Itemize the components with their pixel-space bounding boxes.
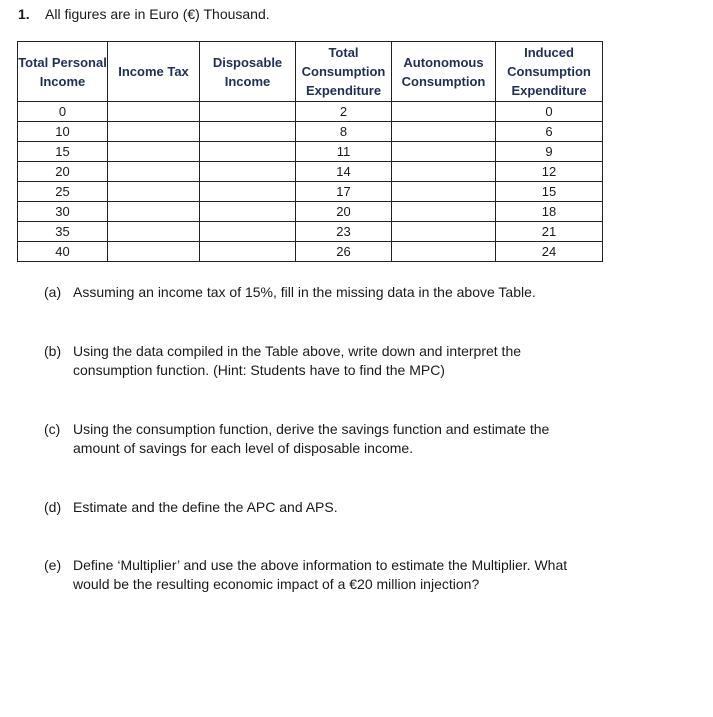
question-label: (e) bbox=[44, 557, 62, 573]
cell-income-tax bbox=[108, 242, 200, 262]
question-d bbox=[44, 498, 624, 517]
cell-total-personal-income: 10 bbox=[18, 122, 108, 142]
question-b bbox=[44, 342, 624, 380]
cell-induced-consumption: 0 bbox=[496, 102, 603, 122]
table-row bbox=[18, 122, 603, 142]
header-total-consumption: Total Consumption Expenditure bbox=[296, 42, 392, 102]
cell-autonomous-consumption bbox=[392, 222, 496, 242]
question-text: Assuming an income tax of 15%, fill in the missing data in the above Table. bbox=[73, 284, 536, 300]
question-text: Using the consumption function, derive the savings function and estimate the bbox=[73, 421, 550, 437]
cell-autonomous-consumption bbox=[392, 202, 496, 222]
cell-total-personal-income: 25 bbox=[18, 182, 108, 202]
question-text-cont: consumption function. (Hint: Students have to find the MPC) bbox=[73, 362, 445, 378]
header-autonomous-consumption: Autonomous Consumption bbox=[392, 42, 496, 102]
question-e bbox=[44, 556, 644, 594]
question-c bbox=[44, 420, 624, 458]
cell-induced-consumption: 21 bbox=[496, 222, 603, 242]
question-label: (c) bbox=[44, 421, 61, 437]
header-disposable-income: Disposable Income bbox=[200, 42, 296, 102]
table-header-row bbox=[18, 42, 603, 102]
table-row bbox=[18, 202, 603, 222]
cell-total-consumption: 2 bbox=[296, 102, 392, 122]
cell-autonomous-consumption bbox=[392, 242, 496, 262]
cell-induced-consumption: 9 bbox=[496, 142, 603, 162]
cell-induced-consumption: 18 bbox=[496, 202, 603, 222]
table-row bbox=[18, 102, 603, 122]
cell-total-personal-income: 35 bbox=[18, 222, 108, 242]
question-text: Estimate and the define the APC and APS. bbox=[73, 499, 338, 515]
table-row bbox=[18, 242, 603, 262]
question-text-cont: would be the resulting economic impact of a €20 million injection? bbox=[73, 576, 480, 592]
exercise-heading bbox=[18, 5, 270, 23]
income-consumption-table bbox=[17, 41, 603, 262]
header-total-personal-income: Total Personal Income bbox=[18, 42, 108, 102]
cell-autonomous-consumption bbox=[392, 182, 496, 202]
cell-income-tax bbox=[108, 122, 200, 142]
question-text: Using the data compiled in the Table above, write down and interpret the bbox=[73, 343, 522, 359]
question-text-cont: amount of savings for each level of disposable income. bbox=[73, 440, 414, 456]
cell-disposable-income bbox=[200, 222, 296, 242]
cell-total-consumption: 14 bbox=[296, 162, 392, 182]
question-a bbox=[44, 283, 624, 302]
cell-total-personal-income: 15 bbox=[18, 142, 108, 162]
cell-total-consumption: 8 bbox=[296, 122, 392, 142]
header-income-tax: Income Tax bbox=[108, 42, 200, 102]
cell-income-tax bbox=[108, 162, 200, 182]
cell-induced-consumption: 6 bbox=[496, 122, 603, 142]
cell-induced-consumption: 15 bbox=[496, 182, 603, 202]
cell-disposable-income bbox=[200, 182, 296, 202]
cell-autonomous-consumption bbox=[392, 122, 496, 142]
header-induced-consumption: Induced Consumption Expenditure bbox=[496, 42, 603, 102]
cell-total-personal-income: 20 bbox=[18, 162, 108, 182]
table-row bbox=[18, 162, 603, 182]
cell-induced-consumption: 24 bbox=[496, 242, 603, 262]
cell-autonomous-consumption bbox=[392, 142, 496, 162]
cell-disposable-income bbox=[200, 202, 296, 222]
cell-income-tax bbox=[108, 102, 200, 122]
question-label: (b) bbox=[44, 343, 62, 359]
exercise-note: All figures are in Euro (€) Thousand. bbox=[45, 6, 270, 22]
table-row bbox=[18, 182, 603, 202]
cell-income-tax bbox=[108, 202, 200, 222]
cell-disposable-income bbox=[200, 162, 296, 182]
cell-total-personal-income: 30 bbox=[18, 202, 108, 222]
cell-induced-consumption: 12 bbox=[496, 162, 603, 182]
question-text: Define ‘Multiplier’ and use the above information to estimate the Multiplier. What bbox=[73, 557, 568, 573]
cell-total-consumption: 11 bbox=[296, 142, 392, 162]
cell-total-personal-income: 40 bbox=[18, 242, 108, 262]
cell-autonomous-consumption bbox=[392, 162, 496, 182]
cell-income-tax bbox=[108, 182, 200, 202]
cell-total-consumption: 17 bbox=[296, 182, 392, 202]
cell-disposable-income bbox=[200, 242, 296, 262]
cell-income-tax bbox=[108, 222, 200, 242]
cell-disposable-income bbox=[200, 142, 296, 162]
cell-disposable-income bbox=[200, 102, 296, 122]
cell-autonomous-consumption bbox=[392, 102, 496, 122]
cell-total-consumption: 20 bbox=[296, 202, 392, 222]
exercise-number: 1. bbox=[18, 6, 30, 22]
cell-total-personal-income: 0 bbox=[18, 102, 108, 122]
cell-total-consumption: 26 bbox=[296, 242, 392, 262]
question-label: (d) bbox=[44, 499, 62, 515]
cell-disposable-income bbox=[200, 122, 296, 142]
table-row bbox=[18, 142, 603, 162]
cell-income-tax bbox=[108, 142, 200, 162]
question-label: (a) bbox=[44, 284, 62, 300]
table-row bbox=[18, 222, 603, 242]
cell-total-consumption: 23 bbox=[296, 222, 392, 242]
